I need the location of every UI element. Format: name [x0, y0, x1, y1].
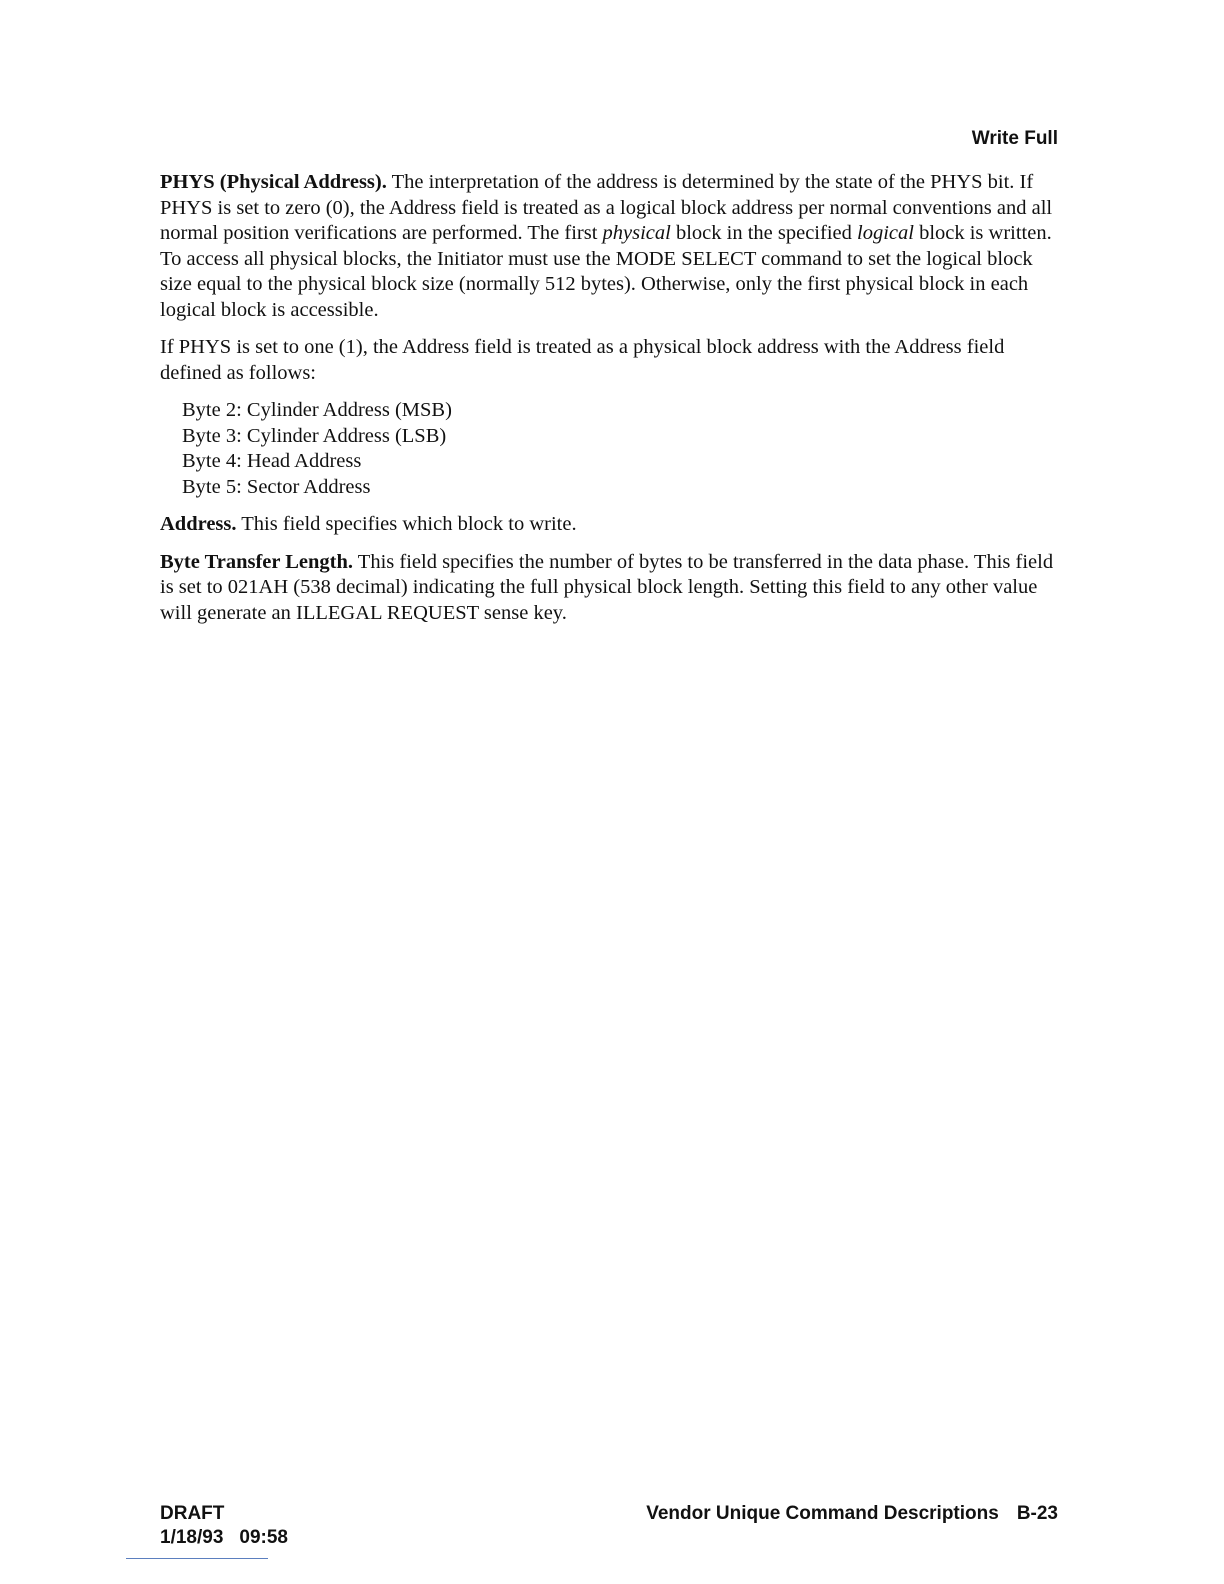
phys-term: PHYS (Physical Address). — [160, 171, 387, 193]
footer-right — [646, 1502, 1058, 1526]
address-paragraph — [160, 512, 1060, 538]
byte-list — [182, 398, 1060, 500]
address-text: This field specifies which block to write. — [236, 513, 577, 535]
page-number: B-23 — [1016, 1503, 1058, 1524]
footer-section-title: Vendor Unique Command Descriptions — [646, 1503, 999, 1524]
byte-list-item: Byte 4: Head Address — [182, 450, 362, 472]
phys-text-3: block is written. To access all physical blocks, the Initiator must use the MODE SELECT command to set the logical block size equal to the physical block size (normally 512 bytes). Otherwise, only the first physical block in each logical block is accessible. — [160, 222, 1052, 321]
address-term: Address. — [160, 513, 237, 535]
phys-text-1: The interpretation of the address is determined by the state of the PHYS bit. If PHYS is set to zero (0), the Address field is treated as a logical block address per normal conventions and all normal position verifications are performed. The first — [160, 171, 1053, 244]
byte-list-item: Byte 5: Sector Address — [182, 475, 371, 498]
draft-label: DRAFT — [160, 1503, 225, 1524]
byte-list-item: Byte 3: Cylinder Address (LSB) — [182, 424, 447, 447]
footer-rule — [126, 1558, 268, 1559]
phys-one-paragraph: If PHYS is set to one (1), the Address field is treated as a physical block address with the Address field defined as follows: — [160, 336, 1005, 384]
byte-transfer-text: This field specifies the number of bytes to be transferred in the data phase. This field is set to 021AH (538 decimal) indicating the full physical block length. Setting this field to any other value will generate an ILLEGAL REQUEST sense key. — [160, 550, 1054, 624]
phys-text-2: block in the specified — [670, 222, 857, 244]
footer-left — [160, 1502, 288, 1550]
phys-paragraph — [160, 170, 1060, 323]
phys-emphasis-logical: logical — [857, 222, 914, 244]
phys-emphasis-physical: physical — [602, 222, 671, 244]
byte-transfer-term: Byte Transfer Length. — [160, 550, 354, 573]
body-text — [160, 170, 1060, 638]
footer-date: 1/18/93 — [160, 1527, 224, 1548]
byte-transfer-paragraph — [160, 550, 1060, 627]
byte-list-item: Byte 2: Cylinder Address (MSB) — [182, 399, 452, 421]
footer-time: 09:58 — [239, 1527, 289, 1548]
running-header: Write Full — [971, 128, 1058, 149]
footer-datetime — [160, 1526, 288, 1550]
